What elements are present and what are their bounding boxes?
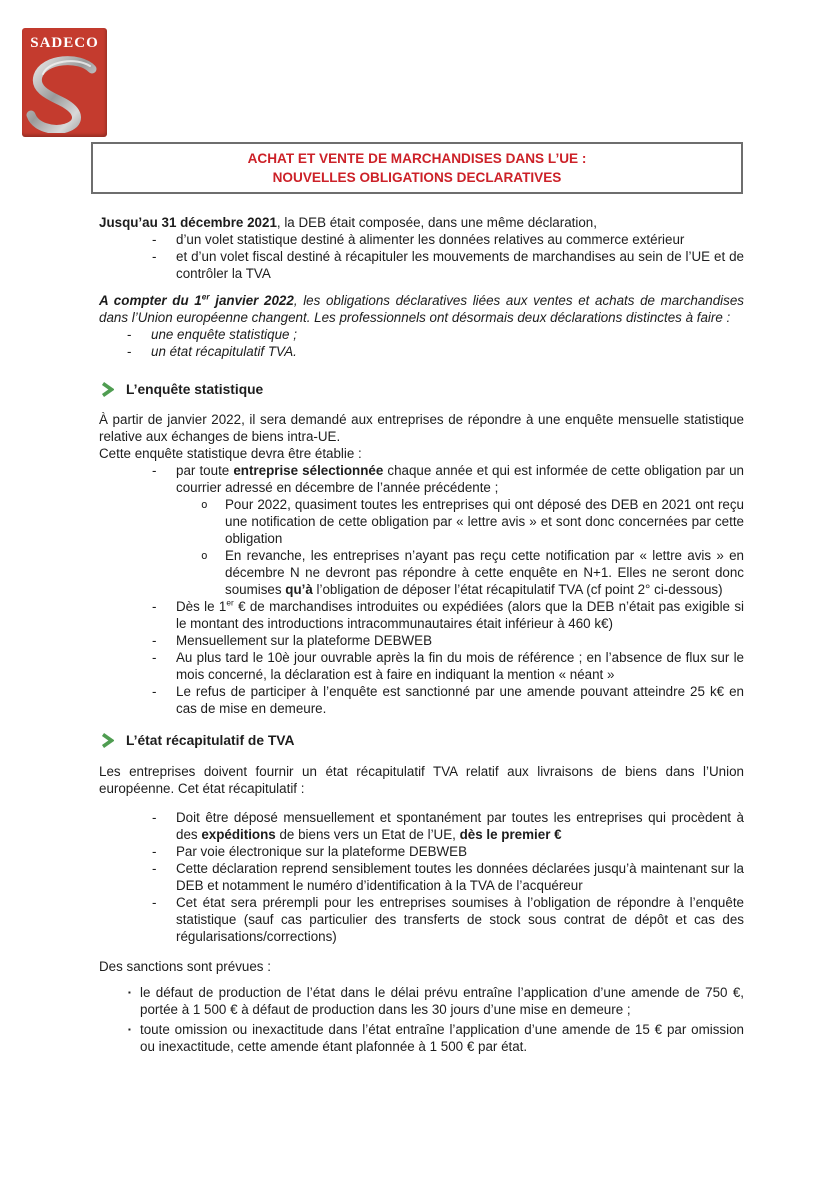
company-logo [22, 28, 107, 137]
green-chevron-icon [101, 733, 114, 748]
list-item-text: Cette déclaration reprend sensiblement toutes les données déclarées jusqu’à maintenant sur la DEB et notamment le numéro d’identification à la TVA de l’acquéreur [176, 861, 744, 893]
section1-bullet-list [99, 462, 744, 717]
list-item [99, 843, 744, 860]
list-item [99, 248, 744, 282]
section1-heading-text: L’enquête statistique [126, 382, 264, 397]
logo-brand-text: SADECO [30, 35, 99, 51]
list-item-text: Au plus tard le 10è jour ouvrable après la fin du mois de référence ; en l’absence de flux sur le mois concerné, la déclaration est à faire en indiquant la mention « néant » [176, 650, 744, 682]
list-item-text: Pour 2022, quasiment toutes les entreprises qui ont déposé des DEB en 2021 ont reçu une notification de cette obligation par « lettre avis » et sont donc concernées par cette obligation [225, 497, 744, 546]
list-item [99, 632, 744, 649]
circle-bullet: o [201, 549, 208, 562]
list-item [99, 231, 744, 248]
list-item-text: d’un volet statistique destiné à alimenter les données relatives au commerce extérieur [176, 232, 685, 247]
list-item-text: Dès le 1er € de marchandises introduites ou expédiées (alors que la DEB n’était pas exigible si le montant des introductions intracommunautaires était inférieur à 460 k€) [176, 597, 744, 631]
dash-bullet: - [152, 650, 157, 665]
list-item [99, 984, 744, 1018]
square-bullet: ▪ [128, 1025, 131, 1034]
section1-paragraph: À partir de janvier 2022, il sera demandé aux entreprises de répondre à une enquête mensuelle statistique relative aux échanges de biens intra-UE. [99, 412, 744, 444]
list-item [99, 462, 744, 496]
document-title-line2: NOUVELLES OBLIGATIONS DECLARATIVES [272, 170, 562, 185]
list-item [99, 649, 744, 683]
dash-bullet: - [152, 810, 157, 825]
list-item-text: Le refus de participer à l’enquête est sanctionné par une amende pouvant atteindre 25 k€ en cas de mise en demeure. [176, 684, 744, 716]
document-title-line1: ACHAT ET VENTE DE MARCHANDISES DANS L’UE : [247, 151, 587, 166]
dash-bullet: - [152, 463, 157, 478]
section1-lead-in: Cette enquête statistique devra être établie : [99, 446, 362, 461]
dash-bullet: - [152, 684, 157, 699]
list-item [99, 1021, 744, 1055]
intro-bullet-list [99, 231, 744, 282]
dash-bullet: - [152, 895, 157, 910]
list-item-text: Par voie électronique sur la plateforme DEBWEB [176, 844, 468, 859]
list-item-text: Cet état sera prérempli pour les entreprises soumises à l’obligation de répondre à l’enquête statistique (sauf cas particulier des transferts de stock sous contrat de dépôt et cas des régularisations/corrections) [176, 895, 744, 944]
document-title-box [91, 142, 743, 194]
list-item-text: et d’un volet fiscal destiné à récapituler les mouvements de marchandises au sein de l’UE et de contrôler la TVA [176, 249, 744, 281]
change-paragraph: A compter du 1er janvier 2022, les obligations déclaratives liées aux ventes et achats de marchandises dans l’Union européenne changent. Les professionnels ont désormais deux déclarations distinctes à faire : [99, 291, 744, 325]
dash-bullet: - [152, 633, 157, 648]
list-item [99, 547, 744, 598]
list-item-text: Doit être déposé mensuellement et spontanément par toutes les entreprises qui procèdent à des expéditions de biens vers un Etat de l’UE, dès le premier € [176, 810, 744, 842]
list-item [99, 894, 744, 945]
dash-bullet: - [152, 861, 157, 876]
sanctions-intro: Des sanctions sont prévues : [99, 959, 271, 974]
list-item-text: une enquête statistique ; [151, 327, 297, 342]
list-item-text: toute omission ou inexactitude dans l’état entraîne l’application d’une amende de 15 € par omission ou inexactitude, cette amende étant plafonnée à 1 500 € par état. [140, 1022, 744, 1054]
document-body [99, 214, 744, 1055]
dash-bullet: - [152, 232, 157, 247]
list-item [99, 343, 744, 360]
list-item [99, 860, 744, 894]
circle-bullet: o [201, 498, 208, 511]
green-chevron-icon [101, 382, 114, 397]
section1-heading [101, 381, 744, 398]
dash-bullet: - [152, 599, 157, 614]
list-item [99, 809, 744, 843]
list-item-text: Mensuellement sur la plateforme DEBWEB [176, 633, 433, 648]
square-bullet: ▪ [128, 988, 131, 997]
dash-bullet: - [127, 344, 132, 359]
list-item [99, 326, 744, 343]
change-bullet-list [99, 326, 744, 360]
list-item-text: En revanche, les entreprises n’ayant pas reçu cette notification par « lettre avis » en décembre N ne devront pas répondre à cette enquête en N+1. Elles ne seront donc soumises qu’à l’obligation de déposer l’état récapitulatif TVA (cf point 2° ci-dessous) [225, 548, 744, 597]
section2-heading [101, 732, 744, 749]
section2-heading-text: L’état récapitulatif de TVA [126, 733, 295, 748]
list-item [99, 598, 744, 632]
list-item-text: par toute entreprise sélectionnée chaque année et qui est informée de cette obligation par un courrier adressé en décembre de l’année précédente ; [176, 463, 745, 495]
logo-s-swoosh-icon [24, 53, 105, 133]
list-item [99, 496, 744, 547]
list-item [99, 683, 744, 717]
list-item-text: un état récapitulatif TVA. [151, 344, 297, 359]
dash-bullet: - [152, 249, 157, 264]
dash-bullet: - [152, 844, 157, 859]
section2-bullet-list [99, 809, 744, 945]
dash-bullet: - [127, 327, 132, 342]
list-item-text: le défaut de production de l’état dans le délai prévu entraîne l’application d’une amende de 750 €, portée à 1 500 € à défaut de production dans les 30 jours d’une mise en demeure ; [140, 985, 744, 1017]
section2-paragraph: Les entreprises doivent fournir un état récapitulatif TVA relatif aux livraisons de biens dans l’Union européenne. Cet état récapitulatif : [99, 764, 744, 796]
sanctions-bullet-list [99, 984, 744, 1055]
intro-paragraph: Jusqu’au 31 décembre 2021, la DEB était composée, dans une même déclaration, [99, 215, 597, 230]
